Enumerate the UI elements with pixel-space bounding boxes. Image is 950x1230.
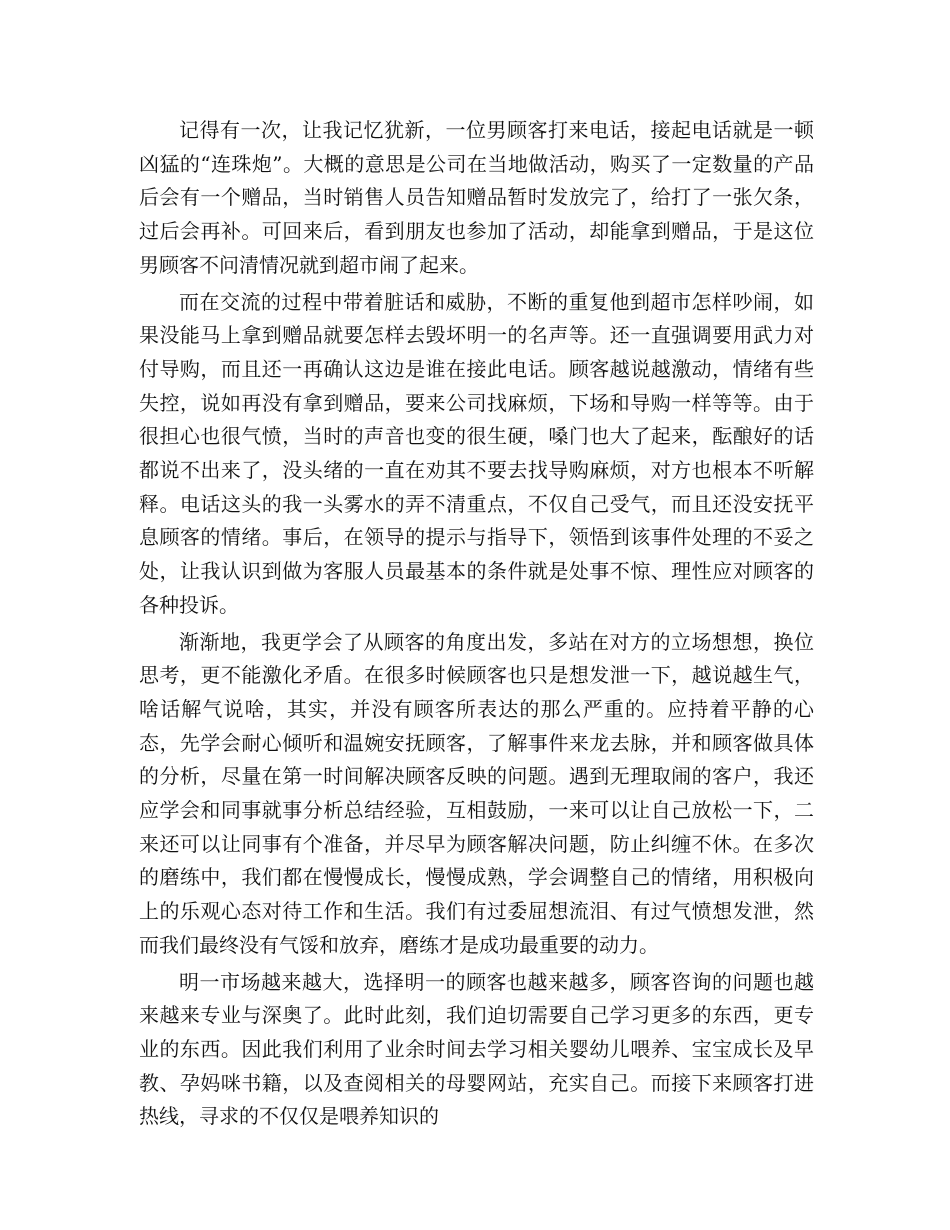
paragraph-3: 渐渐地，我更学会了从顾客的角度出发，多站在对方的立场想想，换位思考，更不能激化矛盾。在很多时候顾客也只是想发泄一下，越说越生气，啥话解气说啥，其实，并没有顾客所表达的那么严重的。应持着平静的心态，先学会耐心倾听和温婉安抚顾客，了解事件来龙去脉，并和顾客做具体的分析，尽量在第一时间解决顾客反映的问题。遇到无理取闹的客户，我还应学会和同事就事分析总结经验，互相鼓励，一来可以让自己放松一下，二来还可以让同事有个准备，并尽早为顾客解决问题，防止纠缠不休。在多次的磨练中，我们都在慢慢成长，慢慢成熟，学会调整自己的情绪，用积极向上的乐观心态对待工作和生活。我们有过委屈想流泪、有过气愤想发泄，然而我们最终没有气馁和放弃，磨练才是成功最重要的动力。 [139,629,814,957]
paragraph-4: 明一市场越来越大，选择明一的顾客也越来越多，顾客咨询的问题也越来越来专业与深奥了。此时此刻，我们迫切需要自己学习更多的东西，更专业的东西。因此我们利用了业余时间去学习相关婴幼儿喂养、宝宝成长及早教、孕妈咪书籍，以及查阅相关的母婴网站，充实自己。而接下来顾客打进热线，寻求的不仅仅是喂养知识的 [139,969,814,1129]
document-body [139,114,814,1134]
paragraph-1: 记得有一次，让我记忆犹新，一位男顾客打来电话，接起电话就是一顿凶猛的“连珠炮”。大概的意思是公司在当地做活动，购买了一定数量的产品后会有一个赠品，当时销售人员告知赠品暂时发放完了，给打了一张欠条，过后会再补。可回来后，看到朋友也参加了活动，却能拿到赠品，于是这位男顾客不问清情况就到超市闹了起来。 [139,118,814,277]
paragraph-2: 而在交流的过程中带着脏话和威胁，不断的重复他到超市怎样吵闹，如果没能马上拿到赠品就要怎样去毁坏明一的名声等。还一直强调要用武力对付导购，而且还一再确认这边是谁在接此电话。顾客越说越激动，情绪有些失控，说如再没有拿到赠品，要来公司找麻烦，下场和导购一样等等。由于很担心也很气愤，当时的声音也变的很生硬，嗓门也大了起来，酝酿好的话都说不出来了，没头绪的一直在劝其不要去找导购麻烦，对方也根本不听解释。电话这头的我一头雾水的弄不清重点，不仅自己受气，而且还没安抚平息顾客的情绪。事后，在领导的提示与指导下，领悟到该事件处理的不妥之处，让我认识到做为客服人员最基本的条件就是处事不惊、理性应对顾客的各种投诉。 [139,289,814,617]
